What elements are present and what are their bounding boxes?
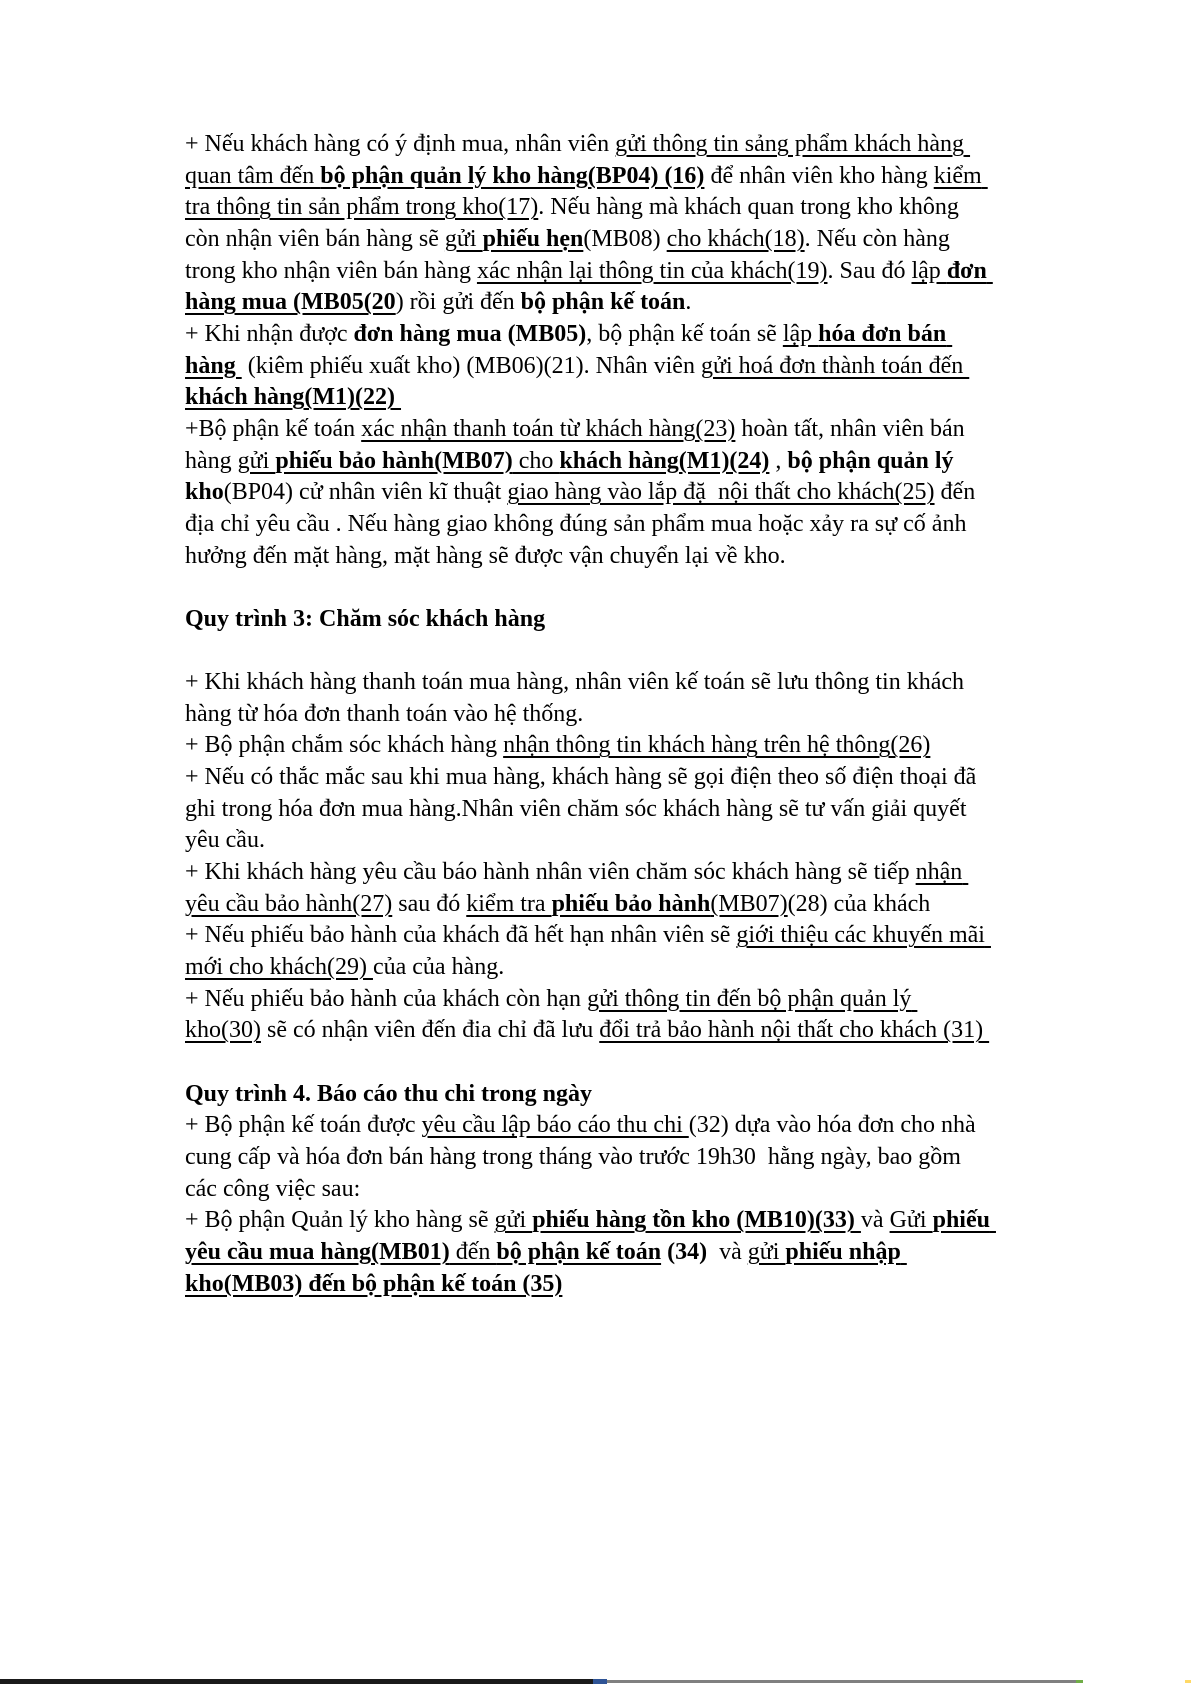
text-segment: đến địa chỉ yêu cầu . Nếu hàng giao không đúng sản phẩm mua hoặc xảy ra sự cố ảnh hưởng đến mặt hàng, mặt hàng sẽ được vận chuyển lại về kho. — [185, 479, 982, 569]
text-segment: sau đó — [392, 890, 467, 917]
text-segment: sẽ có nhận viên đến đia chỉ đã lưu — [260, 1017, 600, 1044]
text-segment: nhận thông tin khách hàng trên hệ thông(26) — [503, 732, 931, 759]
text-segment: gửi — [444, 225, 483, 252]
text-segment: Quy trình 4. Báo cáo thu chi trong ngày — [185, 1080, 592, 1107]
text-segment: gửi — [237, 447, 276, 474]
text-segment: bộ phận quản lý kho hàng(BP04) (16) — [320, 162, 705, 189]
text-segment: +Bộ phận kế toán — [185, 415, 362, 442]
text-segment: cho khách(18) — [666, 225, 805, 252]
footer-green-mark — [1076, 1680, 1083, 1683]
text-segment: hóa đơn bán hàng — [185, 320, 953, 379]
text-segment: đến — [449, 1238, 497, 1265]
text-segment: , bộ phận kế toán sẽ — [586, 320, 783, 347]
paragraph — [185, 667, 991, 730]
text-segment: để nhân viên kho hàng — [704, 162, 934, 189]
footer-gray-line — [607, 1680, 1081, 1683]
paragraph — [185, 414, 991, 572]
text-segment: gửi thông tin đến bộ phận quản lý kho(30) — [185, 985, 918, 1044]
text-segment: Gửi — [889, 1207, 933, 1234]
text-segment: , — [769, 447, 788, 474]
text-segment: phiếu hàng tồn kho (MB10)(33) — [532, 1207, 861, 1234]
text-segment: lập — [911, 257, 947, 284]
text-segment: bộ phận kế toán — [520, 289, 686, 316]
text-segment: + Nếu khách hàng có ý định mua, nhân viên — [185, 131, 616, 157]
paragraph — [185, 984, 991, 1047]
text-segment: xác nhận lại thông tin của khách(19) — [476, 257, 828, 284]
text-segment: phiếu hẹn — [482, 225, 584, 252]
text-segment: (28) của khách — [787, 890, 931, 917]
text-segment: phiếu bảo hành — [551, 890, 711, 917]
text-segment: + Khi nhận được — [185, 320, 354, 347]
text-segment: . Nếu hàng mà khách quan trong kho không còn nhận viên bán hàng sẽ — [185, 194, 965, 252]
document-body — [185, 129, 996, 1300]
footer-yellow-mark — [1185, 1680, 1191, 1683]
paragraph — [185, 319, 991, 414]
text-segment: cho — [512, 447, 560, 474]
text-segment: gửi — [494, 1207, 533, 1234]
section-heading — [185, 1079, 991, 1111]
paragraph — [185, 857, 991, 920]
paragraph — [185, 1205, 996, 1300]
text-segment: gửi — [747, 1238, 786, 1265]
section-heading — [185, 604, 991, 636]
text-segment: khách hàng(M1)(24) — [559, 447, 770, 474]
text-segment: bộ phận kế toán — [496, 1238, 662, 1265]
text-segment: + Khi khách hàng yêu cầu báo hành nhân viên chăm sóc khách hàng sẽ tiếp — [185, 859, 916, 886]
paragraph — [185, 920, 991, 983]
text-segment: đơn hàng mua (MB05) — [353, 320, 587, 347]
text-segment: giao hàng vào lắp đặ nội thất cho khách(25) — [507, 479, 935, 506]
text-segment: + Bộ phận chắm sóc khách hàng — [185, 732, 504, 759]
paragraph — [185, 762, 991, 857]
text-segment: . Sau đó — [827, 257, 912, 284]
text-segment: (MB07) — [710, 890, 788, 917]
text-segment: ) rồi gửi đến — [395, 289, 521, 316]
text-segment: + Nếu phiếu bảo hành của khách còn hạn — [185, 985, 588, 1012]
text-segment: (32) dựa vào hóa đơn cho nhà cung cấp và hóa đơn bán hàng trong tháng vào trước 19h30 hằng ngày, bao gồm các công việc sau: — [185, 1112, 982, 1202]
text-segment: hoàn tất, nhân viên bán hàng — [185, 415, 971, 474]
text-segment: + Bộ phận Quản lý kho hàng sẽ — [185, 1207, 495, 1234]
text-segment: (34) — [667, 1238, 708, 1265]
text-segment: giới thiệu các khuyến mãi mới cho khách(29) — [185, 922, 991, 981]
text-segment: + Nếu phiếu bảo hành của khách đã hết hạn nhân viên sẽ — [185, 922, 737, 949]
text-segment: bộ phận quản lý kho — [185, 447, 960, 506]
text-segment: lập — [782, 320, 819, 347]
footer-blue-mark — [593, 1679, 607, 1684]
text-segment: phiếu yêu cầu mua hàng(MB01) — [185, 1207, 996, 1265]
footer-black-bar — [0, 1679, 593, 1684]
text-segment: phiếu nhập kho(MB03) đến bộ phận kế toán (35) — [185, 1238, 907, 1297]
text-segment: . — [685, 289, 692, 316]
text-segment: + Nếu có thắc mắc sau khi mua hàng, khách hàng sẽ gọi điện theo số điện thoại đã ghi trong hóa đơn mua hàng.Nhân viên chăm sóc khách hàng sẽ tư vấn giải quyết yêu cầu. — [185, 764, 983, 854]
text-segment: đơn hàng mua (MB05(20 — [185, 257, 993, 316]
text-segment: nhận yêu cầu bảo hành(27) — [185, 859, 969, 917]
text-segment: xác nhận thanh toán từ khách hàng(23) — [361, 415, 736, 442]
text-segment: yêu cầu lập báo cáo thu chi — [421, 1112, 689, 1139]
text-segment: gửi hoá đơn thành toán đến — [700, 352, 970, 379]
text-segment: và — [707, 1238, 748, 1265]
text-segment: kiểm tra thông tin sản phẩm trong kho(17) — [185, 162, 988, 221]
paragraph — [185, 1110, 991, 1205]
text-segment: (kiêm phiếu xuất kho) (MB06)(21). Nhân viên — [241, 352, 701, 379]
text-segment: kiểm tra — [466, 890, 552, 917]
text-segment: gửi thông tin sảng phẩm khách hàng quan tâm đến — [185, 131, 971, 189]
paragraph — [185, 730, 991, 762]
text-segment: Quy trình 3: Chăm sóc khách hàng — [185, 605, 546, 632]
text-segment: (MB08) — [583, 225, 667, 252]
text-segment: và — [860, 1207, 890, 1234]
text-segment: + Khi khách hàng thanh toán mua hàng, nhân viên kế toán sẽ lưu thông tin khách hàng từ hóa đơn thanh toán vào hệ thống. — [185, 669, 971, 727]
text-segment: phiếu bảo hành(MB07) — [275, 447, 513, 474]
text-segment: của của hàng. — [372, 954, 505, 981]
text-segment: (BP04) cử nhân viên kĩ thuật — [223, 479, 508, 506]
text-segment: khách hàng(M1)(22) — [185, 384, 402, 411]
text-segment: + Bộ phận kế toán được — [185, 1112, 422, 1139]
paragraph — [185, 129, 991, 319]
text-segment: đổi trả bảo hành nội thất cho khách (31) — [599, 1017, 990, 1044]
text-segment: . Nếu còn hàng trong kho nhận viên bán hàng — [185, 225, 956, 284]
